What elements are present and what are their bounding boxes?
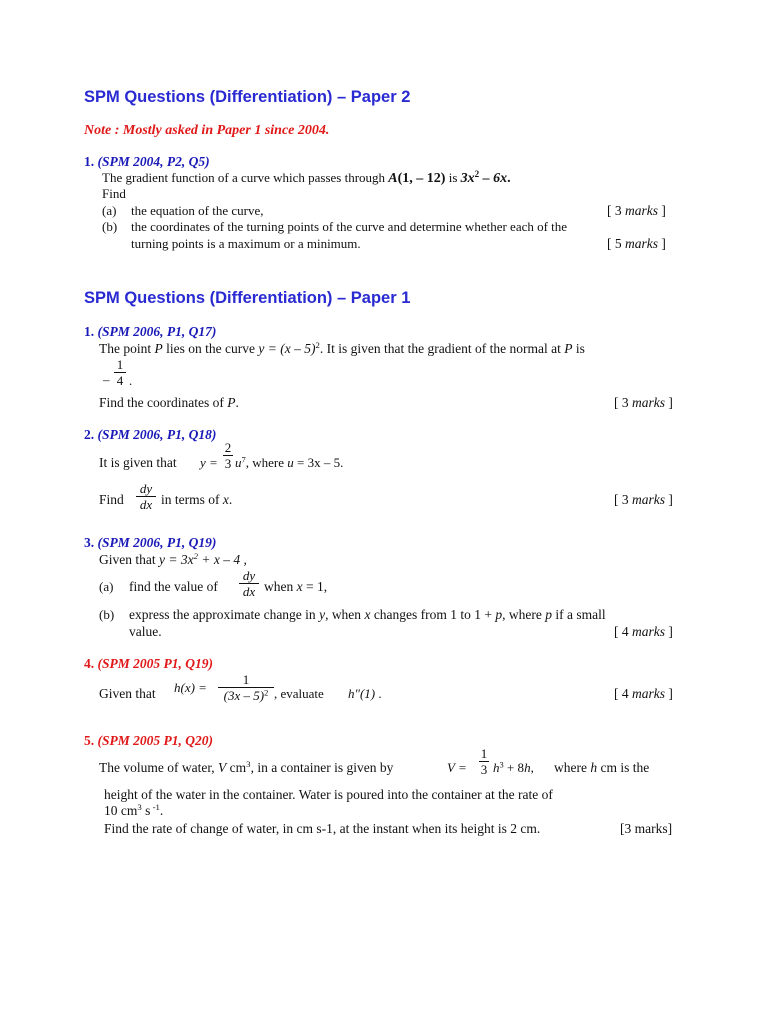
marks-label: [ 5 marks ] xyxy=(607,236,666,251)
question-text: The volume of water, V $cm^3$, in a container is given by xyxy=(99,759,394,775)
derivative-fraction: dy dx xyxy=(136,482,156,511)
part-a-text: when x = 1, xyxy=(264,579,328,594)
part-b-text-continued: value. xyxy=(129,624,162,639)
question-number: 5. (SPM 2005 P1, Q20) xyxy=(84,733,213,748)
part-b-text-continued: turning points is a maximum or a minimum. xyxy=(131,236,361,251)
part-b-label: (b) xyxy=(102,219,118,234)
question-reference: (SPM 2006, P1, Q19) xyxy=(97,535,217,550)
question-number: 1. (SPM 2004, P2, Q5) xyxy=(84,154,210,169)
part-b-label: (b) xyxy=(99,607,115,622)
question-reference: (SPM 2006, P1, Q18) xyxy=(97,427,217,442)
question-number: 1. (SPM 2006, P1, Q17) xyxy=(84,324,217,339)
heading-paper-2: SPM Questions (Differentiation) – Paper 2 xyxy=(84,88,411,106)
math-expression: $u^7$, where u = 3x – 5. xyxy=(235,454,344,470)
question-reference: (SPM 2005 P1, Q19) xyxy=(97,656,213,671)
marks-label: [ 3 marks ] xyxy=(614,492,673,507)
point-label: A(1, – 12) xyxy=(388,171,446,186)
math-expression: y = xyxy=(200,455,218,470)
derivative-fraction: dy dx xyxy=(239,569,259,598)
question-text: , evaluate xyxy=(274,686,324,701)
question-number: 3. (SPM 2006, P1, Q19) xyxy=(84,535,217,550)
question-number: 4. (SPM 2005 P1, Q19) xyxy=(84,656,213,671)
question-text: height of the water in the container. Water is poured into the container at the rate of xyxy=(104,787,553,802)
heading-paper-1: SPM Questions (Differentiation) – Paper 1 xyxy=(84,289,411,307)
fraction: 1 (3x – 5)$^2$ xyxy=(218,673,274,702)
fraction: 1 3 xyxy=(480,746,488,777)
question-text: Find the coordinates of P. xyxy=(99,395,239,410)
part-b-text: the coordinates of the turning points of the curve and determine whether each of the xyxy=(131,219,568,234)
part-a-text: find the value of xyxy=(129,579,218,594)
find-label: Find xyxy=(99,492,124,507)
question-text: where h cm is the xyxy=(554,760,650,775)
fraction: 2 3 xyxy=(224,440,232,471)
question-text: Find the rate of change of water, in cm s-1, at the instant when its height is 2 cm. xyxy=(104,821,541,836)
question-text: Given that $y = 3x^2 + x - 4$ , xyxy=(99,551,247,567)
question-text: Given that xyxy=(99,686,156,701)
math-expression: h(x) = xyxy=(174,680,207,695)
math-expression: $h^3 + 8h$, xyxy=(493,759,534,775)
marks-label: [ 4 marks ] xyxy=(614,686,673,701)
question-text: The point P lies on the curve y = (x – 5)$^2$. It is given that the gradient of the normal at P is xyxy=(99,340,585,356)
question-text: The gradient function of a curve which passes through A(1, – 12) is $3x^2 - 6x$. xyxy=(102,169,511,186)
find-label: Find xyxy=(102,186,126,201)
marks-label: [ 3 marks ] xyxy=(614,395,673,410)
math-expression: V = xyxy=(447,760,467,775)
marks-label: [3 marks] xyxy=(620,821,673,836)
question-reference: (SPM 2005 P1, Q20) xyxy=(97,733,213,748)
fraction: 1 4 xyxy=(114,358,126,387)
period: . xyxy=(129,373,133,388)
note-text: Note : Mostly asked in Paper 1 since 2004. xyxy=(84,123,330,138)
question-number: 2. (SPM 2006, P1, Q18) xyxy=(84,427,217,442)
math-expression: h"(1) . xyxy=(348,686,382,701)
part-a-label: (a) xyxy=(99,579,114,594)
question-text: in terms of x. xyxy=(161,492,233,507)
minus-sign: – xyxy=(103,372,110,387)
part-b-text: express the approximate change in y, when x changes from 1 to 1 + p, where p if a small xyxy=(129,607,606,622)
marks-label: [ 4 marks ] xyxy=(614,624,673,639)
question-reference: (SPM 2006, P1, Q17) xyxy=(97,324,217,339)
part-a-text: the equation of the curve, xyxy=(131,203,264,218)
marks-label: [ 3 marks ] xyxy=(607,203,666,218)
question-text: It is given that xyxy=(99,455,177,470)
question-reference: (SPM 2004, P2, Q5) xyxy=(97,154,210,169)
part-a-label: (a) xyxy=(102,203,117,218)
question-text: 10 $cm^3$ s $^{-1}$. xyxy=(104,802,164,818)
